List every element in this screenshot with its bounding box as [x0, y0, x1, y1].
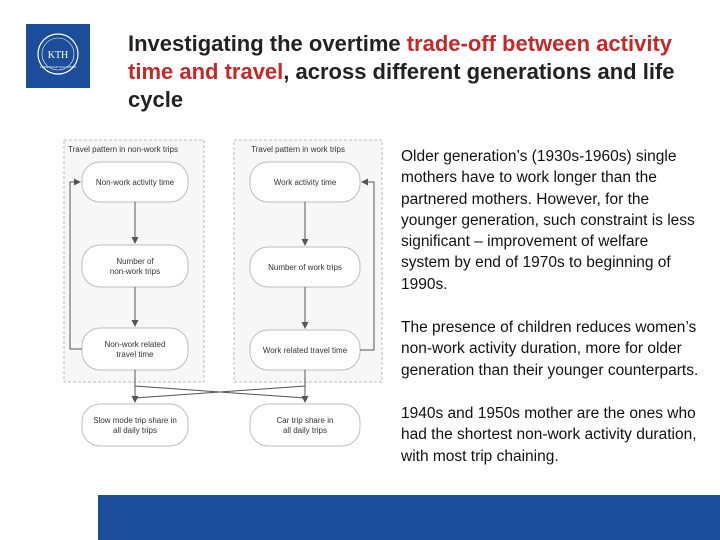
slide-title — [128, 30, 708, 114]
number-of-work-trips-label: Number of work trips — [268, 263, 342, 272]
paragraph-children: The presence of children reduces women’s non-work activity duration, more for older generation than their younger counterparts. — [401, 319, 699, 379]
car-trip-share-line1: Car trip share in — [276, 416, 334, 425]
slow-mode-trip-share-line1: Slow mode trip share in — [93, 416, 177, 425]
title-highlight: trade-off between activity time and travel — [128, 31, 673, 84]
slow-mode-trip-share-line2: all daily trips — [112, 426, 158, 435]
non-work-travel-time-line2: travel time — [116, 350, 154, 359]
number-of-non-work-trips-line2: non-work trips — [109, 267, 161, 276]
kth-logo — [26, 24, 90, 88]
non-work-travel-time-box — [82, 328, 188, 370]
car-trip-share-line2: all daily trips — [282, 426, 328, 435]
work-activity-time-label: Work activity time — [273, 178, 337, 187]
non-work-travel-time-line1: Non-work related — [104, 340, 166, 349]
logo-text: KTH — [47, 50, 69, 61]
work-panel-header: Travel pattern in work trips — [251, 145, 345, 154]
title-part2: , across different generations and life cycle — [128, 59, 675, 112]
logo-subtext: VETENSKAP OCH KONST — [39, 65, 77, 69]
body-text — [401, 146, 701, 467]
number-of-non-work-trips-line1: Number of — [116, 257, 154, 266]
number-of-non-work-trips-box — [82, 245, 188, 287]
car-trip-share-box — [250, 404, 360, 446]
footer-bar — [98, 495, 720, 540]
paragraph-trip-chaining: 1940s and 1950s mother are the ones who had the shortest non-work activity duration, with most trip chaining. — [401, 404, 697, 465]
slow-mode-trip-share-box — [82, 404, 188, 446]
non-work-panel-header: Travel pattern in non-work trips — [68, 145, 178, 154]
work-travel-time-label: Work related travel time — [262, 346, 348, 355]
travel-pattern-diagram — [58, 130, 388, 460]
non-work-activity-time-label: Non-work activity time — [95, 178, 175, 187]
paragraph-single-mothers: Older generation’s (1930s-1960s) single mothers have to work longer than the partnered mothers. However, for the younger generation, such constraint is less significant – improvement of welfare system by end of 1970s to beginning of 1990s. — [401, 148, 695, 293]
title-part1: Investigating the overtime — [128, 31, 407, 56]
